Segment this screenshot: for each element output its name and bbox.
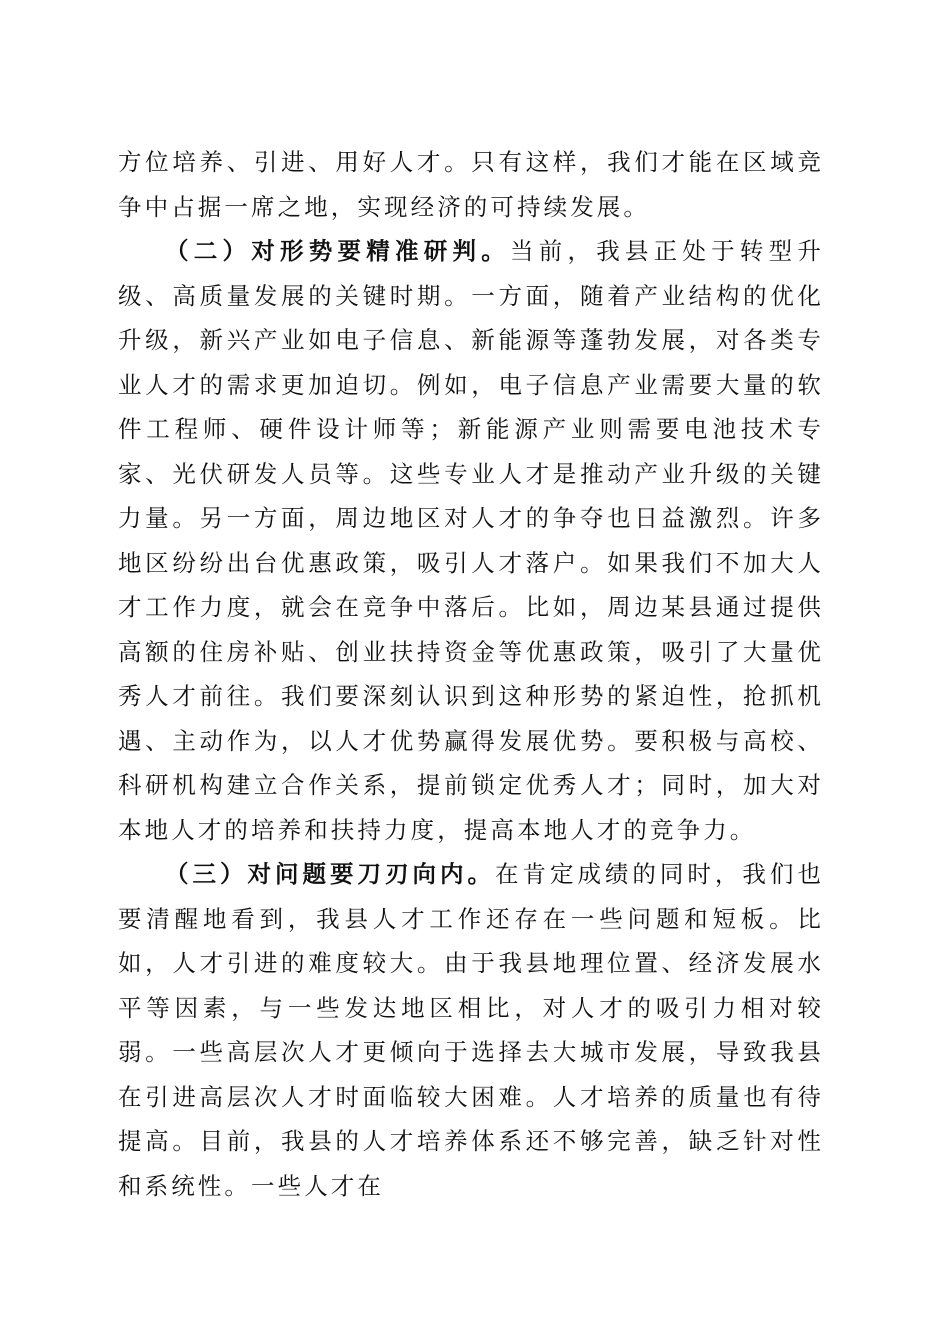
paragraph-text: 在肯定成绩的同时，我们也要清醒地看到，我县人才工作还存在一些问题和短板。比如，人才引进的难度较大。由于我县地理位置、经济发展水平等因素，与一些发达地区相比，对人才的吸引力相对较弱。一些高层次人才更倾向于选择去大城市发展，导致我县在引进高层次人才时面临较大困难。人才培养的质量也有待提高。目前，我县的人才培养体系还不够完善，缺乏针对性和系统性。一些人才在: [118, 860, 825, 1200]
document-body: [118, 140, 824, 1208]
paragraph-text: 当前，我县正处于转型升级、高质量发展的关键时期。一方面，随着产业结构的优化升级，新兴产业如电子信息、新能源等蓬勃发展，对各类专业人才的需求更加迫切。例如，电子信息产业需要大量的软件工程师、硬件设计师等；新能源产业则需要电池技术专家、光伏研发人员等。这些专业人才是推动产业升级的关键力量。另一方面，周边地区对人才的争夺也日益激烈。许多地区纷纷出台优惠政策，吸引人才落户。如果我们不加大人才工作力度，就会在竞争中落后。比如，周边某县通过提供高额的住房补贴、创业扶持资金等优惠政策，吸引了大量优秀人才前往。我们要深刻认识到这种形势的紧迫性，抢抓机遇、主动作为，以人才优势赢得发展优势。要积极与高校、科研机构建立合作关系，提前锁定优秀人才；同时，加大对本地人才的培养和扶持力度，提高本地人才的竞争力。: [118, 237, 825, 844]
section-heading-problems: （三）对问题要刀刃向内。: [165, 860, 495, 888]
paragraph-situation: [118, 229, 824, 852]
paragraph-text: 方位培养、引进、用好人才。只有这样，我们才能在区域竞争中占据一席之地，实现经济的可持续发展。: [118, 148, 824, 221]
paragraph-continuation: [118, 140, 824, 229]
paragraph-problems: [118, 852, 824, 1208]
section-heading-situation: （二）对形势要精准研判。: [165, 237, 510, 265]
